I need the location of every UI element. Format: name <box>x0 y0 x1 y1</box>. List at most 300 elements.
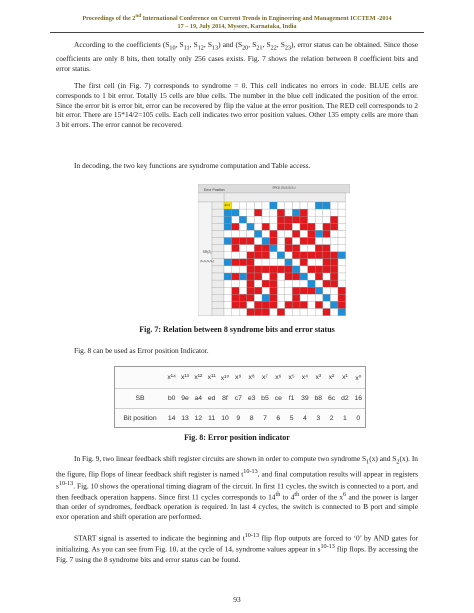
fig7-empty-cell <box>262 273 270 280</box>
fig7-double-error-cell <box>277 223 285 230</box>
fig7-single-error-cell <box>224 259 232 266</box>
fig7-empty-cell <box>300 280 308 287</box>
fig8-bit-position: 3 <box>316 414 321 422</box>
fig7-first-cell-label: Error <box>224 204 231 208</box>
fig7-empty-cell <box>330 309 338 316</box>
fig7-double-error-cell <box>277 266 285 273</box>
fig7-double-error-cell <box>323 230 331 237</box>
fig7-double-error-cell <box>254 273 262 280</box>
fig7-caption: Fig. 7: Relation between 8 syndrome bits and error status <box>139 325 335 334</box>
fig7-empty-cell <box>247 209 255 216</box>
fig7-double-error-cell <box>262 266 270 273</box>
fig7-empty-cell <box>224 287 232 294</box>
fig8-power-label: x⁸ <box>248 374 255 381</box>
fig7-empty-cell <box>262 287 270 294</box>
fig7-empty-cell <box>300 266 308 273</box>
fig7-double-error-cell <box>285 223 293 230</box>
fig7-empty-cell <box>277 259 285 266</box>
fig7-double-error-cell <box>323 245 331 252</box>
fig7-empty-cell <box>247 216 255 223</box>
fig8-sb-value: ce <box>274 394 282 402</box>
fig7-empty-cell <box>330 287 338 294</box>
fig7-double-error-cell <box>315 266 323 273</box>
fig8-power-label: x¹¹ <box>207 374 216 381</box>
fig7-row-index-cell <box>212 266 224 273</box>
fig7-empty-cell <box>292 223 300 230</box>
fig7-double-error-cell <box>308 230 316 237</box>
fig7-double-error-cell <box>277 209 285 216</box>
fig7-empty-cell <box>315 294 323 301</box>
fig7-single-error-cell <box>338 252 346 259</box>
fig7-double-error-cell <box>308 287 316 294</box>
fig7-empty-cell <box>285 287 293 294</box>
fig7-empty-cell <box>239 252 247 259</box>
fig8-sb-value: 9e <box>181 394 189 402</box>
fig7-row-index-cell <box>212 223 224 230</box>
fig7-empty-cell <box>308 202 316 209</box>
fig7-double-error-cell <box>262 301 270 308</box>
fig8-bit-position: 0 <box>356 414 361 422</box>
fig7-double-error-cell <box>254 209 262 216</box>
fig7-double-error-cell <box>323 266 331 273</box>
fig8-sb-value: c7 <box>234 394 242 402</box>
fig8-bit-position: 10 <box>221 414 229 422</box>
fig8-sb-value: b8 <box>314 394 323 402</box>
fig7-double-error-cell <box>300 238 308 245</box>
fig7-double-error-cell <box>338 287 346 294</box>
fig7-empty-cell <box>308 309 316 316</box>
fig7-empty-cell <box>300 309 308 316</box>
fig7-single-error-cell <box>239 216 247 223</box>
fig7-double-error-cell <box>239 301 247 308</box>
fig7-empty-cell <box>232 266 240 273</box>
fig7-empty-cell <box>247 301 255 308</box>
fig8-sb-value: a4 <box>194 394 203 402</box>
fig7-single-error-cell <box>277 252 285 259</box>
fig7-row-index-cell <box>212 252 224 259</box>
fig7-double-error-cell <box>300 252 308 259</box>
fig7-single-error-cell <box>338 309 346 316</box>
fig7-empty-cell <box>330 238 338 245</box>
fig7-empty-cell <box>239 245 247 252</box>
fig7-corner-cell <box>198 193 224 202</box>
fig7-double-error-cell <box>308 223 316 230</box>
fig7-double-error-cell <box>323 223 331 230</box>
fig7-double-error-cell <box>330 252 338 259</box>
fig7-empty-cell <box>285 202 293 209</box>
fig7-single-error-cell <box>254 230 262 237</box>
fig7-empty-cell <box>292 280 300 287</box>
fig7-double-error-cell <box>300 301 308 308</box>
fig7-empty-cell <box>270 223 278 230</box>
fig7-empty-cell <box>247 245 255 252</box>
fig7-single-error-cell <box>300 273 308 280</box>
fig7-empty-cell <box>338 238 346 245</box>
fig7-double-error-cell <box>285 301 293 308</box>
fig7-double-error-cell <box>239 294 247 301</box>
fig7-single-error-cell <box>224 223 232 230</box>
fig7-double-error-cell <box>308 266 316 273</box>
fig7-single-error-cell <box>224 209 232 216</box>
fig8-bit-position: 4 <box>303 414 307 422</box>
fig7-single-error-cell <box>308 280 316 287</box>
fig7-double-error-cell <box>262 223 270 230</box>
fig7-single-error-cell <box>323 294 331 301</box>
fig7-empty-cell <box>338 266 346 273</box>
fig7-double-error-cell <box>270 273 278 280</box>
fig8-sb-value: e3 <box>247 394 256 402</box>
fig7-double-error-cell <box>323 280 331 287</box>
fig7-double-error-cell <box>232 259 240 266</box>
fig7-empty-cell <box>262 216 270 223</box>
fig7-double-error-cell <box>247 294 255 301</box>
fig7-double-error-cell <box>262 280 270 287</box>
fig7-double-error-cell <box>277 309 285 316</box>
fig7-empty-cell <box>308 245 316 252</box>
fig7-empty-cell <box>338 216 346 223</box>
fig7-empty-cell <box>239 230 247 237</box>
fig8-power-label: x⁹ <box>235 374 242 381</box>
header-rule <box>50 32 424 33</box>
fig7-empty-cell <box>285 252 293 259</box>
fig8-bit-position: 11 <box>208 414 216 422</box>
fig7-empty-cell <box>292 259 300 266</box>
fig7-double-error-cell <box>254 245 262 252</box>
fig7-double-error-cell <box>232 301 240 308</box>
fig7-empty-cell <box>308 301 316 308</box>
fig7-double-error-cell <box>315 245 323 252</box>
fig7-empty-cell <box>277 301 285 308</box>
fig7-empty-cell <box>300 245 308 252</box>
fig7-header-left: Error Position <box>204 188 225 192</box>
fig7-single-error-cell <box>224 273 232 280</box>
fig7-single-error-cell <box>292 266 300 273</box>
fig7-single-error-cell <box>330 301 338 308</box>
paragraph-lfsr: In Fig. 9, two linear feedback shift register circuits are shown in order to compute two syndrome $S_1(x)$ and $S_2(x)$. In the figure, flip flops of linear feedback shift register is named $t^{10-13}$, and final computation results will appear in registers $s^{10-13}$. Fig. 10 shows the operational timing diagram of the circuit. In first 11 cycles, the switch is connected to a port, and then feedback operation happens. Since first 11 cycles corresponds to 14th to 4th order of the $x^6$ and the power is larger than order of syndromes, feedback operation is required. In last 4 cycles, the switch is connected to B port and simple exor operation and shift operation are performed. <box>56 454 419 521</box>
fig7-empty-cell <box>239 209 247 216</box>
fig7-empty-cell <box>270 252 278 259</box>
fig7-double-error-cell <box>262 309 270 316</box>
fig8-power-label: x⁴ <box>301 374 309 381</box>
fig8-bitpos-label: Bit position <box>123 414 157 422</box>
fig8-sb-value: 8f <box>222 394 228 402</box>
fig7-double-error-cell <box>247 252 255 259</box>
fig7-double-error-cell <box>300 287 308 294</box>
fig8-caption: Fig. 8: Error position indicator <box>184 433 290 442</box>
fig7-double-error-cell <box>232 223 240 230</box>
fig7-double-error-cell <box>254 266 262 273</box>
fig7-empty-cell <box>315 280 323 287</box>
fig7-empty-cell <box>277 294 285 301</box>
fig8-sb-value: ed <box>207 394 216 402</box>
fig7-empty-cell <box>224 245 232 252</box>
fig7-single-error-cell <box>285 259 293 266</box>
fig7-double-error-cell <box>270 266 278 273</box>
fig7-empty-cell <box>239 266 247 273</box>
fig7-double-error-cell <box>232 245 240 252</box>
fig8-sb-value: 6c <box>328 394 336 402</box>
fig7-empty-cell <box>330 245 338 252</box>
fig7-double-error-cell <box>262 245 270 252</box>
fig7-empty-cell <box>308 273 316 280</box>
fig7-double-error-cell <box>232 273 240 280</box>
fig7-double-error-cell <box>232 287 240 294</box>
fig7-double-error-cell <box>323 259 331 266</box>
fig8-bit-position: 14 <box>167 414 176 422</box>
fig7-empty-cell <box>224 301 232 308</box>
fig7-empty-cell <box>254 259 262 266</box>
fig8-sb-value: b5 <box>261 394 269 402</box>
fig8-power-label: x² <box>328 374 335 381</box>
fig7-empty-cell <box>338 230 346 237</box>
fig7-single-error-cell <box>315 230 323 237</box>
fig7-empty-cell <box>277 280 285 287</box>
fig7-double-error-cell <box>330 223 338 230</box>
fig7-empty-cell <box>277 287 285 294</box>
fig8-powers-row <box>115 369 365 387</box>
fig7-empty-cell <box>323 301 331 308</box>
fig7-empty-cell <box>224 230 232 237</box>
fig7-empty-cell <box>300 202 308 209</box>
fig7-row-index-cell <box>212 301 224 308</box>
fig7-double-error-cell <box>292 245 300 252</box>
fig7-row-index-cell <box>212 287 224 294</box>
fig7-row-index-cell <box>212 202 224 209</box>
fig7-row-index-cell <box>212 294 224 301</box>
fig7-empty-cell <box>285 230 293 237</box>
fig7-empty-cell <box>239 202 247 209</box>
fig8-power-label: x¹⁴ <box>167 374 176 381</box>
fig7-double-error-cell <box>277 216 285 223</box>
fig7-empty-cell <box>292 202 300 209</box>
fig7-single-error-cell <box>262 294 270 301</box>
fig8-sb-value: 39 <box>301 394 309 402</box>
fig8-bitpos-row <box>115 409 365 427</box>
fig7-double-error-cell <box>292 230 300 237</box>
fig7-double-error-cell <box>323 309 331 316</box>
fig7-double-error-cell <box>247 280 255 287</box>
fig7-double-error-cell <box>270 294 278 301</box>
fig7-empty-cell <box>292 309 300 316</box>
fig7-double-error-cell <box>247 309 255 316</box>
fig8-power-label: x³ <box>315 374 322 381</box>
fig7-double-error-cell <box>270 238 278 245</box>
fig7-double-error-cell <box>285 216 293 223</box>
fig8-bit-position: 12 <box>194 414 203 422</box>
fig7-empty-cell <box>232 216 240 223</box>
fig7-empty-cell <box>262 259 270 266</box>
fig7-double-error-cell <box>300 259 308 266</box>
fig7-double-error-cell <box>262 252 270 259</box>
fig7-empty-cell <box>270 309 278 316</box>
fig7-empty-cell <box>277 230 285 237</box>
fig7-double-error-cell <box>292 216 300 223</box>
fig7-empty-cell <box>285 294 293 301</box>
fig7-double-error-cell <box>254 252 262 259</box>
fig7-empty-cell <box>338 273 346 280</box>
fig8-bit-position: 9 <box>236 414 241 422</box>
fig7-empty-cell <box>224 280 232 287</box>
fig7-empty-cell <box>315 223 323 230</box>
fig7-double-error-cell <box>285 245 293 252</box>
fig7-empty-cell <box>308 209 316 216</box>
fig7-empty-cell <box>262 202 270 209</box>
fig7-double-error-cell <box>300 223 308 230</box>
fig7-single-error-cell <box>224 238 232 245</box>
fig7-empty-cell <box>224 266 232 273</box>
fig7-empty-cell <box>277 202 285 209</box>
fig7-empty-cell <box>232 230 240 237</box>
fig7-single-error-cell <box>247 223 255 230</box>
fig7-double-error-cell <box>247 273 255 280</box>
fig7-double-error-cell <box>270 230 278 237</box>
fig7-single-error-cell <box>224 216 232 223</box>
fig7-empty-cell <box>338 223 346 230</box>
fig7-double-error-cell <box>270 287 278 294</box>
fig7-double-error-cell <box>247 238 255 245</box>
fig7-empty-cell <box>315 209 323 216</box>
fig8-power-label: x⁵ <box>288 374 295 381</box>
fig7-single-error-cell <box>270 245 278 252</box>
fig7-row-index-cell <box>212 209 224 216</box>
fig7-double-error-cell <box>270 280 278 287</box>
fig7-double-error-cell <box>285 273 293 280</box>
fig7-empty-cell <box>323 209 331 216</box>
fig7-row-index-cell <box>212 245 224 252</box>
fig7-single-error-cell <box>323 202 331 209</box>
fig7-empty-cell <box>262 230 270 237</box>
fig7-empty-cell <box>239 223 247 230</box>
fig8-sb-row <box>115 389 365 407</box>
fig7-empty-cell <box>285 309 293 316</box>
fig7-empty-cell <box>338 209 346 216</box>
fig7-empty-cell <box>232 309 240 316</box>
fig8-sb-value: f1 <box>288 394 295 402</box>
fig7-empty-cell <box>300 230 308 237</box>
fig7-double-error-cell <box>254 287 262 294</box>
fig7-empty-cell <box>330 202 338 209</box>
fig7-double-error-cell <box>292 252 300 259</box>
paragraph-start-signal: START signal is asserted to indicate the beginning and $t^{10-13}$ flip flop outputs are forced to ‘0’ by AND gates for initializing. As you can see from Fig. 10, at the cycle of 14, syndrome values appear in $s^{10-13}$ flip flops. By accessing the Fig. 7 using the 8 syndrome bits and error status can be found. <box>56 533 418 564</box>
fig7-double-error-cell <box>300 209 308 216</box>
fig7-row-index-cell <box>212 238 224 245</box>
syndrome-error-table-figure <box>198 184 350 322</box>
fig7-double-error-cell <box>330 259 338 266</box>
fig7-empty-cell <box>232 252 240 259</box>
fig8-power-label: x⁰ <box>355 375 362 382</box>
fig7-double-error-cell <box>292 294 300 301</box>
fig7-empty-cell <box>270 209 278 216</box>
fig7-empty-cell <box>239 287 247 294</box>
fig7-double-error-cell <box>330 273 338 280</box>
fig7-double-error-cell <box>239 259 247 266</box>
fig7-empty-cell <box>330 294 338 301</box>
fig7-single-error-cell <box>239 273 247 280</box>
fig7-double-error-cell <box>285 266 293 273</box>
fig7-double-error-cell <box>292 301 300 308</box>
fig8-bit-position: 7 <box>263 414 267 422</box>
fig7-double-error-cell <box>323 252 331 259</box>
fig7-double-error-cell <box>247 287 255 294</box>
paragraph-first-cell: The first cell (in Fig. 7) corresponds to syndrome = 0. This cell indicates no errors in code. BLUE cells are corresponds to 1 bit error. Totally 15 cells are blue cells. The number in the blue cell indicated the position of the error. Since the error bit is error bit, error can be recovered by flip the value at the error position. The RED cell corresponds to 2 bit error. There are 15*14/2=105 cells. Each cell indicates two error position values. Other 135 empty cells are more than 3 bit errors. The error cannot be recovered. <box>56 81 418 130</box>
fig7-empty-cell <box>270 259 278 266</box>
fig7-header-top: SR(1) (S₃S₂S₁S₀) <box>272 185 296 190</box>
fig7-double-error-cell <box>300 216 308 223</box>
fig7-empty-cell <box>323 216 331 223</box>
fig7-empty-cell <box>338 280 346 287</box>
fig7-empty-cell <box>239 309 247 316</box>
fig7-empty-cell <box>254 223 262 230</box>
fig7-empty-cell <box>330 230 338 237</box>
running-header <box>50 13 424 32</box>
fig7-double-error-cell <box>247 266 255 273</box>
paragraph-fig8-intro: Fig. 8 can be used as Error position Indicator. <box>74 346 209 355</box>
fig8-bit-position: 6 <box>276 414 281 422</box>
fig7-double-error-cell <box>254 301 262 308</box>
fig7-empty-cell <box>323 238 331 245</box>
fig8-power-label: x¹³ <box>181 374 189 381</box>
fig7-empty-cell <box>232 202 240 209</box>
fig7-double-error-cell <box>254 309 262 316</box>
fig7-double-error-cell <box>338 301 346 308</box>
fig7-empty-cell <box>277 245 285 252</box>
fig7-double-error-cell <box>239 238 247 245</box>
fig7-row-index-cell <box>212 216 224 223</box>
fig7-double-error-cell <box>315 301 323 308</box>
fig8-bit-position: 13 <box>181 414 189 422</box>
fig7-empty-cell <box>254 280 262 287</box>
fig7-single-error-cell <box>315 202 323 209</box>
fig7-empty-cell <box>254 216 262 223</box>
fig7-row-index-cell <box>212 230 224 237</box>
fig7-empty-cell <box>277 273 285 280</box>
paragraph-decoding: In decoding, the two key functions are syndrome computation and Table access. <box>74 161 311 170</box>
fig7-empty-cell <box>330 209 338 216</box>
fig7-double-error-cell <box>270 301 278 308</box>
fig8-power-label: x¹² <box>194 374 203 381</box>
fig7-empty-cell <box>338 259 346 266</box>
fig7-empty-cell <box>247 230 255 237</box>
fig7-row-axis-sub: (S₃S₂S₁S₀) <box>199 259 215 263</box>
fig7-empty-cell <box>232 280 240 287</box>
fig7-double-error-cell <box>292 287 300 294</box>
fig7-double-error-cell <box>232 238 240 245</box>
fig8-sb-value: 16 <box>354 394 363 402</box>
fig7-double-error-cell <box>330 266 338 273</box>
fig7-double-error-cell <box>308 238 316 245</box>
fig7-empty-cell <box>338 202 346 209</box>
fig8-sb-label: SB <box>135 394 145 402</box>
fig7-empty-cell <box>254 294 262 301</box>
fig7-empty-cell <box>224 294 232 301</box>
fig8-bit-position: 1 <box>343 414 347 422</box>
fig7-double-error-cell <box>315 273 323 280</box>
fig7-empty-cell <box>277 238 285 245</box>
fig8-sb-value: b0 <box>167 394 176 402</box>
fig7-empty-cell <box>323 273 331 280</box>
fig7-empty-cell <box>308 216 316 223</box>
fig8-power-label: x¹ <box>342 374 348 381</box>
fig7-double-error-cell <box>247 259 255 266</box>
paragraph-coefficients: According to the coefficients ($S_{10}$, $S_{11}$, $S_{12}$, $S_{13}$) and ($S_{20}$, $S_{21}$, $S_{22}$, $S_{23}$), error status can be obtained. Since those coefficients are only 8 bits, then totally only 256 cases exists. Fig. 7 shows the relation between 8 coefficient bits and error status. <box>56 40 418 74</box>
fig7-empty-cell <box>315 309 323 316</box>
fig7-double-error-cell <box>315 252 323 259</box>
fig7-empty-cell <box>315 216 323 223</box>
fig7-single-error-cell <box>315 287 323 294</box>
fig7-empty-cell <box>315 238 323 245</box>
fig7-empty-cell <box>224 309 232 316</box>
fig8-bit-position: 5 <box>289 414 294 422</box>
